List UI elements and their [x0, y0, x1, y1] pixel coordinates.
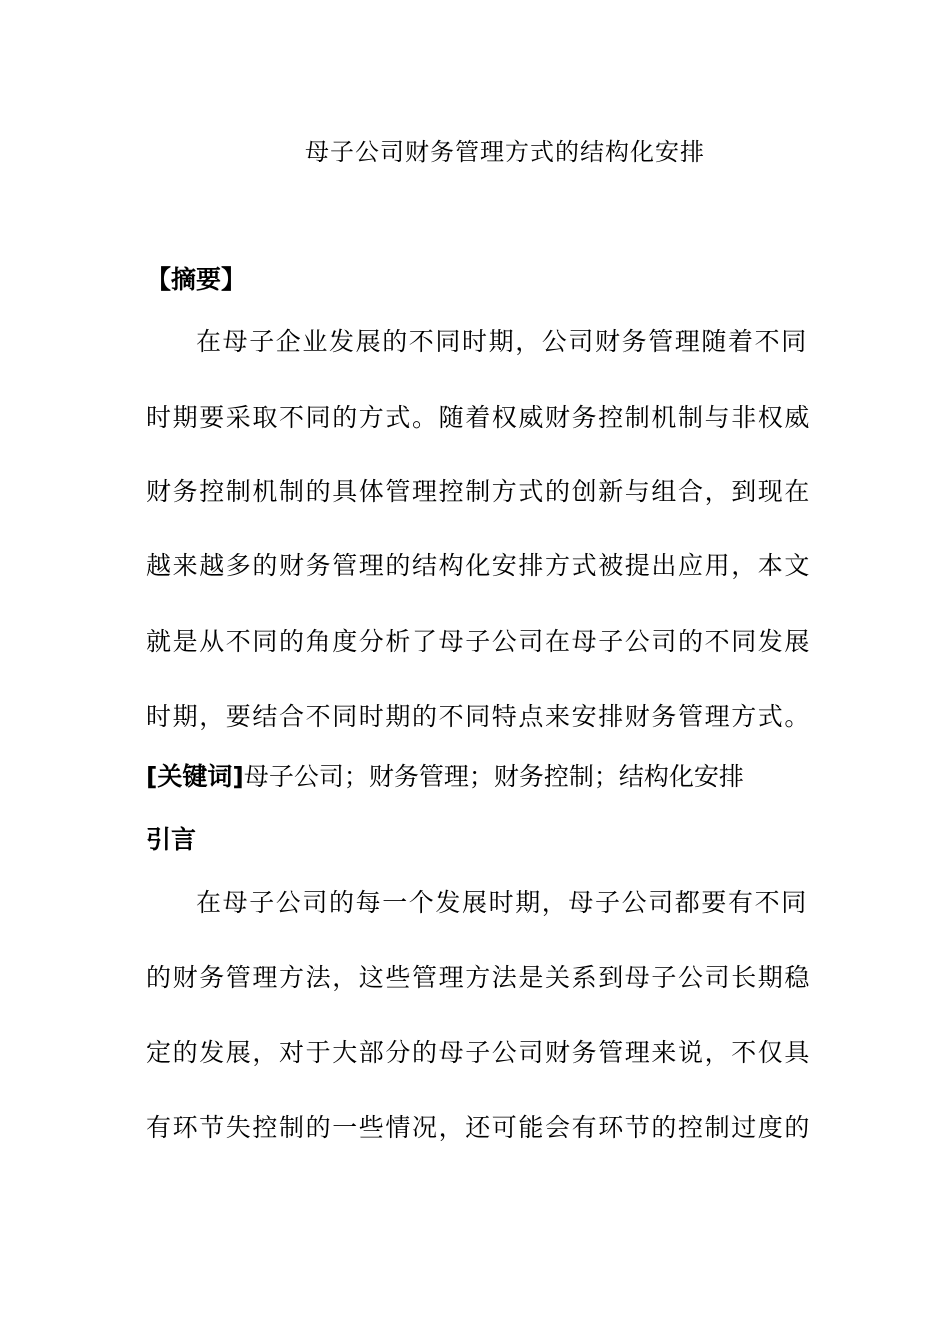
abstract-line: 就是从不同的角度分析了母子公司在母子公司的不同发展	[146, 627, 812, 656]
document-title: 母子公司财务管理方式的结构化安排	[305, 138, 705, 166]
abstract-line: 越来越多的财务管理的结构化安排方式被提出应用，本文	[146, 551, 812, 580]
keywords-label: [关键词]	[146, 762, 244, 791]
abstract-line: 在母子企业发展的不同时期，公司财务管理随着不同	[196, 327, 808, 356]
keywords-line	[146, 757, 744, 793]
abstract-line: 时期要采取不同的方式。随着权威财务控制机制与非权威	[146, 403, 812, 432]
abstract-line: 时期，要结合不同时期的不同特点来安排财务管理方式。	[146, 702, 812, 731]
introduction-heading: 引言	[146, 825, 197, 854]
abstract-heading: 【摘要】	[146, 265, 247, 294]
keywords-text: 母子公司；财务管理；财务控制；结构化安排	[243, 762, 744, 791]
introduction-line: 在母子公司的每一个发展时期，母子公司都要有不同	[196, 888, 808, 917]
introduction-line: 定的发展，对于大部分的母子公司财务管理来说，不仅具	[146, 1038, 812, 1067]
introduction-line: 有环节失控制的一些情况，还可能会有环节的控制过度的	[146, 1113, 812, 1142]
abstract-line: 财务控制机制的具体管理控制方式的创新与组合，到现在	[146, 477, 812, 506]
introduction-line: 的财务管理方法，这些管理方法是关系到母子公司长期稳	[146, 963, 812, 992]
